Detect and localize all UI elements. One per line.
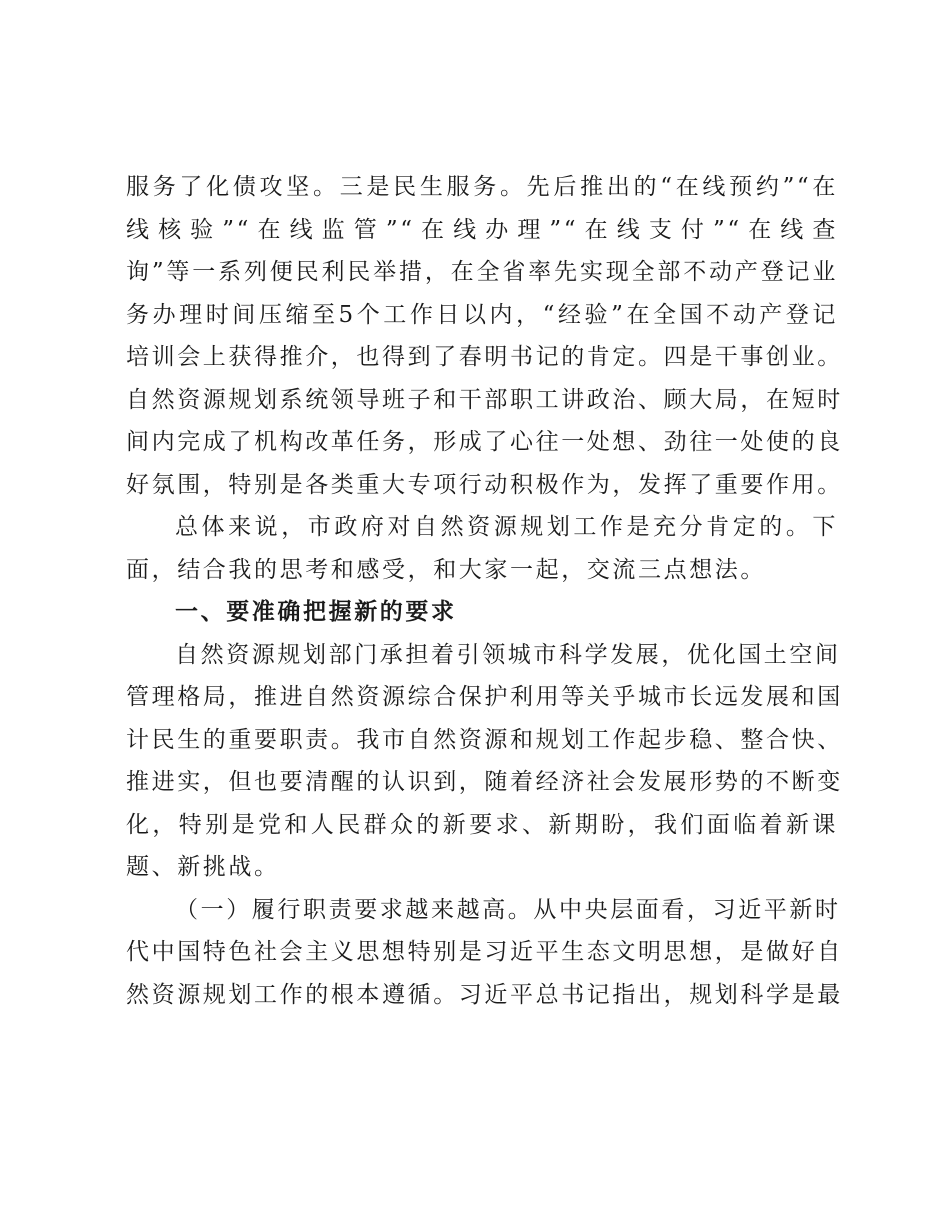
text-line [126,889,841,932]
text-line: 务办理时间压缩至5个工作日以内，“经验”在全国不动产登记 [126,301,838,328]
text-line: 培训会上获得推介，也得到了春明书记的肯定。四是干事创业。 [126,344,843,370]
text-line: 好氛围，特别是各类重大专项行动积极作为，发挥了重要作用。 [126,471,843,498]
text-line: 代中国特色社会主义思想特别是习近平生态文明思想，是做好自 [126,939,843,965]
section-heading: 一、要准确把握新的要求 [175,599,457,625]
text-line: 计民生的重要职责。我市自然资源和规划工作起步稳、整合快、 [126,726,843,753]
text-line: 化，特别是党和人民群众的新要求、新期盼，我们面临着新课 [126,811,838,838]
body-text [126,166,843,1016]
text-line: 询”等一系列便民利民举措，在全省率先实现全部不动产登记业 [126,259,838,285]
text-line: 总体来说，市政府对自然资源规划工作是充分肯定的。下 [175,514,838,540]
text-line: 间内完成了机构改革任务，形成了心往一处想、劲往一处使的良 [126,429,843,455]
text-line: 自然资源规划系统领导班子和干部职工讲政治、顾大局，在短时 [126,386,843,413]
text-line: 面，结合我的思考和感受，和大家一起，交流三点想法。 [126,556,766,583]
text-line: 题、新挑战。 [126,854,280,880]
text-line: 管理格局，推进自然资源综合保护利用等关乎城市长远发展和国 [126,684,843,710]
text-line: 自然资源规划部门承担着引领城市科学发展，优化国土空间 [175,641,841,668]
text-line: 服务了化债攻坚。三是民生服务。先后推出的“在线预约”“在 [126,174,838,200]
text-line: 线核验”“在线监管”“在线办理”“在线支付”“在线查 [126,216,838,243]
text-line: 然资源规划工作的根本遵循。习近平总书记指出，规划科学是最 [126,981,843,1008]
subsection-text: 从中央层面看，习近平新时 [533,896,841,923]
subsection-title: （一）履行职责要求越来越高。 [175,896,534,923]
text-line: 推进实，但也要清醒的认识到，随着经济社会发展形势的不断变 [126,769,843,795]
